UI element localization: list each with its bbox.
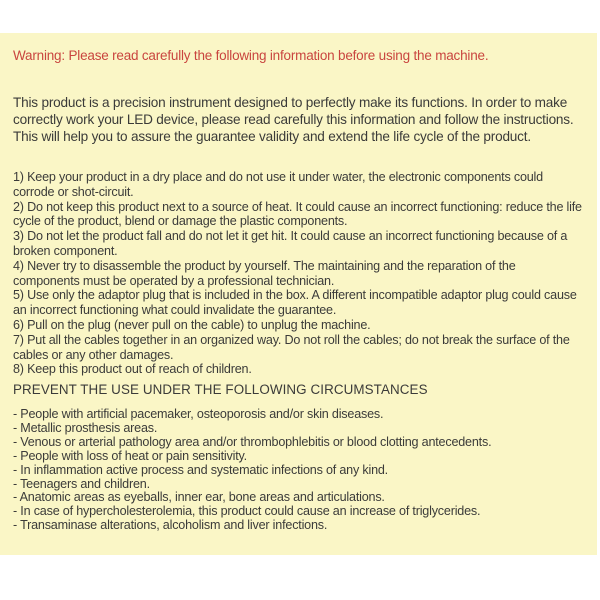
warning-text: Warning: Please read carefully the following information before using the machine.: [13, 48, 489, 63]
instructions-list: [13, 170, 583, 377]
instruction-item-8: 8) Keep this product out of reach of children.: [13, 362, 252, 377]
prevention-item-9: - Transaminase alterations, alcoholism and liver infections.: [13, 518, 328, 533]
instruction-item-3: 3) Do not let the product fall and do not let it get hit. It could cause an incorrect functioning because of a broken component.: [13, 229, 568, 258]
prevention-item-7: - Anatomic areas as eyeballs, inner ear, bone areas and articulations.: [13, 490, 385, 505]
prevention-item-8: - In case of hypercholesterolemia, this product could cause an increase of triglycerides.: [13, 504, 481, 519]
instruction-item-7: 7) Put all the cables together in an organized way. Do not roll the cables; do not break the surface of the cables or any other damages.: [13, 332, 570, 362]
prevention-item-6: - Teenagers and children.: [13, 476, 150, 491]
instruction-item-6: 6) Pull on the plug (never pull on the cable) to unplug the machine.: [13, 317, 371, 332]
prevention-section-heading: PREVENT THE USE UNDER THE FOLLOWING CIRCUMSTANCES: [13, 382, 428, 397]
prevention-item-1: - People with artificial pacemaker, osteoporosis and/or skin diseases.: [13, 407, 384, 421]
instruction-item-5: 5) Use only the adaptor plug that is included in the box. A different incompatible adaptor plug could cause an incorrect functioning what could invalidate the guarantee.: [13, 288, 577, 318]
prevention-item-5: - In inflammation active process and systematic infections of any kind.: [13, 462, 388, 477]
prevention-item-4: - People with loss of heat or pain sensitivity.: [13, 448, 247, 463]
warning-notice-panel: [0, 33, 597, 555]
prevention-list: [13, 408, 583, 533]
instruction-item-1: 1) Keep your product in a dry place and do not use it under water, the electronic components could corrode or shot-circuit.: [13, 170, 543, 199]
intro-paragraph: This product is a precision instrument designed to perfectly make its functions. In order to make correctly work your LED device, please read carefully this information and follow the instructions. This will help you to assure the guarantee validity and extend the life cycle of the product.: [13, 95, 574, 144]
prevention-item-3: - Venous or arterial pathology area and/or thrombophlebitis or blood clotting antecedents.: [13, 434, 492, 449]
instruction-item-4: 4) Never try to disassemble the product by yourself. The maintaining and the reparation of the components must be operated by a professional technician.: [13, 258, 516, 288]
instruction-item-2: 2) Do not keep this product next to a source of heat. It could cause an incorrect functioning: reduce the life cycle of the product, blend or damage the plastic components.: [13, 199, 582, 229]
prevention-item-2: - Metallic prosthesis areas.: [13, 420, 158, 435]
